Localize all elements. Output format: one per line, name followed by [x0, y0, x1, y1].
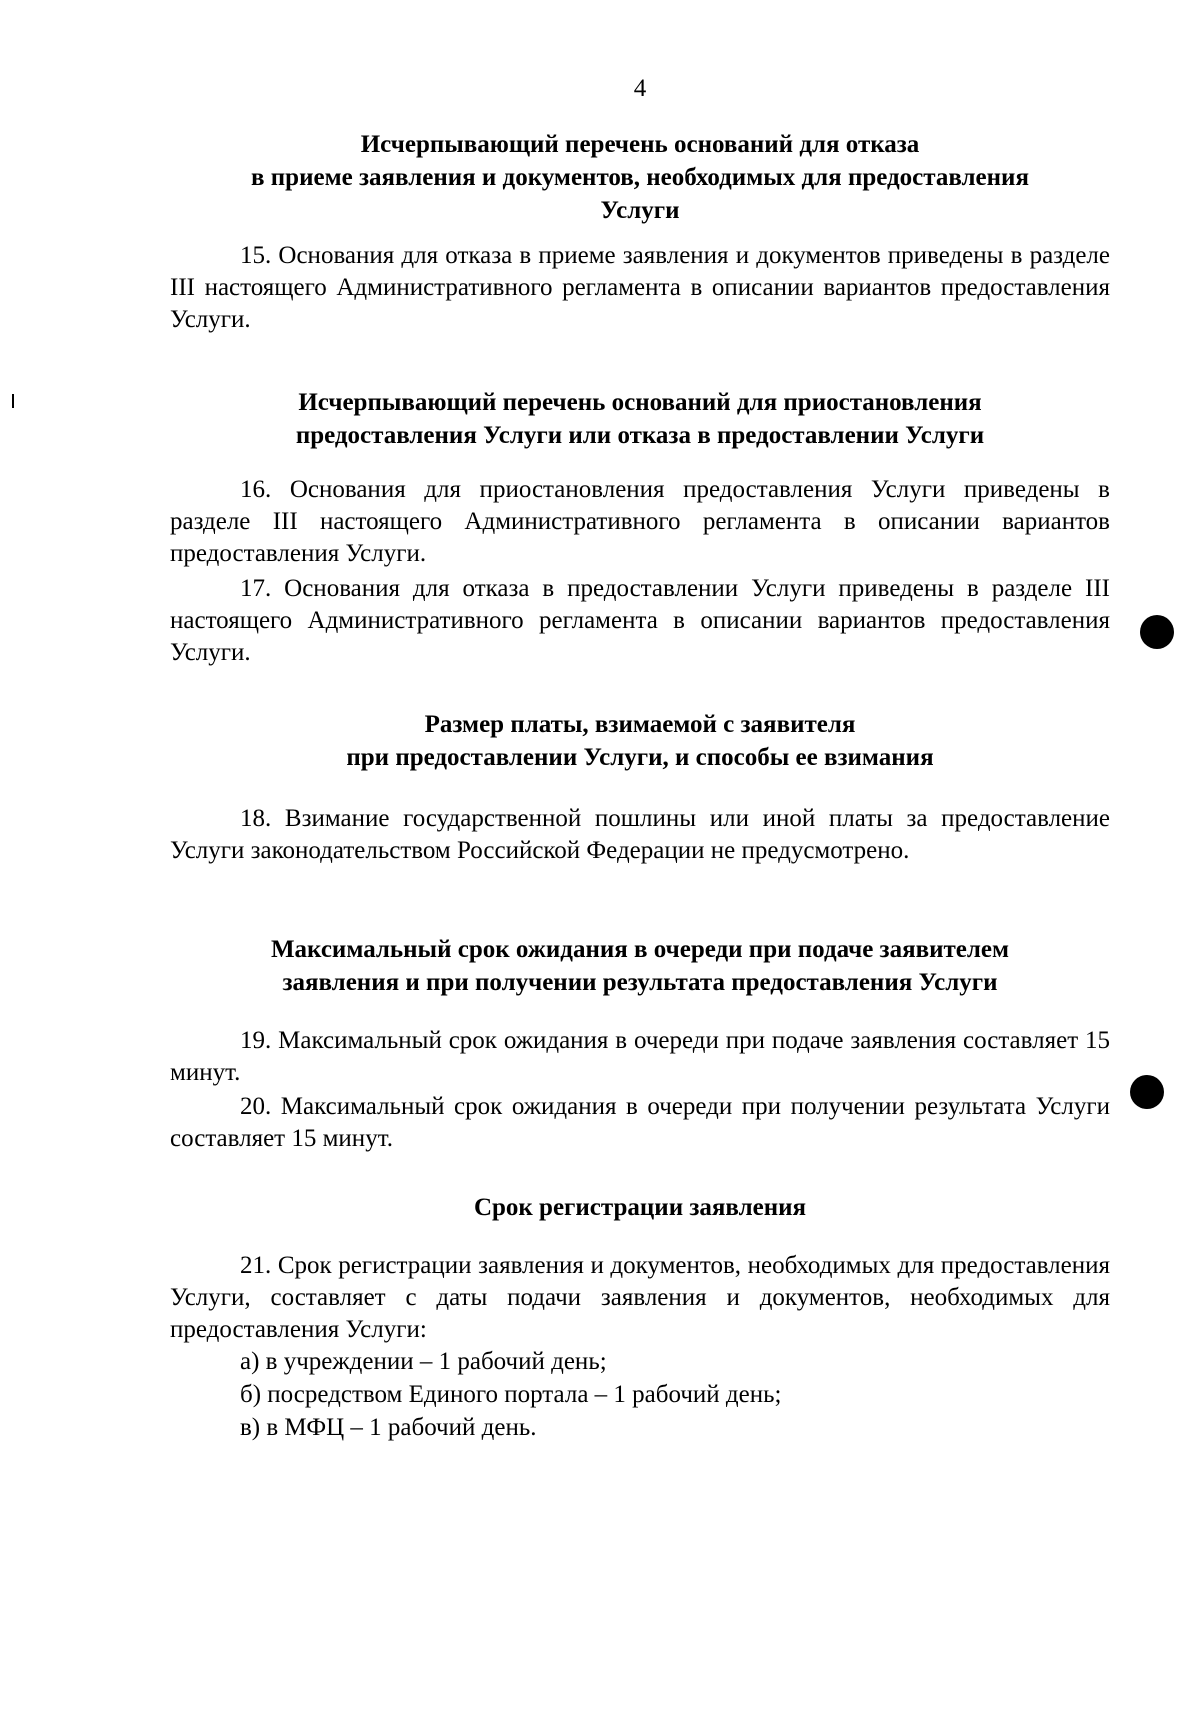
heading-line: Исчерпывающий перечень оснований для отказа [360, 131, 920, 158]
heading-line: в приеме заявления и документов, необходимых для предоставления [251, 164, 1029, 191]
scan-edge-mark [12, 394, 14, 408]
paragraph-16: 16. Основания для приостановления предоставления Услуги приведены в разделе III настоящего Административного регламента в описании вариантов предоставления Услуги. [170, 476, 1110, 567]
paragraph-18: 18. Взимание государственной пошлины или иной платы за предоставление Услуги законодательством Российской Федерации не предусмотрено. [170, 805, 1110, 864]
paragraph-20: 20. Максимальный срок ожидания в очереди при получении результата Услуги составляет 15 минут. [170, 1093, 1110, 1152]
heading-line: Срок регистрации заявления [473, 1194, 807, 1221]
section-heading-refusal-acceptance [170, 128, 1110, 227]
page-number: 4 [633, 75, 647, 102]
heading-line: Размер платы, взимаемой с заявителя [424, 711, 856, 738]
section-heading-queue-time [170, 933, 1110, 999]
list-item: а) в учреждении – 1 рабочий день; [240, 1348, 607, 1375]
heading-line: предоставления Услуги или отказа в предоставлении Услуги [295, 422, 985, 449]
paragraph-21: 21. Срок регистрации заявления и документов, необходимых для предоставления Услуги, составляет с даты подачи заявления и документов, необходимых для предоставления Услуги: [170, 1252, 1110, 1343]
paragraph-15: 15. Основания для отказа в приеме заявления и документов приведены в разделе III настоящего Административного регламента в описании вариантов предоставления Услуги. [170, 242, 1110, 333]
list-item: б) посредством Единого портала – 1 рабочий день; [240, 1381, 782, 1408]
paragraph-17: 17. Основания для отказа в предоставлении Услуги приведены в разделе III настоящего Административного регламента в описании вариантов предоставления Услуги. [170, 575, 1110, 666]
section-heading-registration [170, 1191, 1110, 1224]
section-heading-fee [170, 708, 1110, 774]
list-item: в) в МФЦ – 1 рабочий день. [240, 1414, 537, 1441]
heading-line: Исчерпывающий перечень оснований для приостановления [298, 389, 982, 416]
paragraph-19: 19. Максимальный срок ожидания в очереди при подаче заявления составляет 15 минут. [170, 1027, 1110, 1086]
heading-line: Максимальный срок ожидания в очереди при подаче заявителем [270, 936, 1010, 963]
heading-line: заявления и при получении результата предоставления Услуги [282, 969, 998, 996]
punch-hole-mark [1130, 1075, 1164, 1109]
heading-line: при предоставлении Услуги, и способы ее взимания [346, 744, 934, 771]
section-heading-suspension-refusal [170, 386, 1110, 452]
punch-hole-mark [1140, 615, 1174, 649]
heading-line: Услуги [600, 197, 680, 224]
